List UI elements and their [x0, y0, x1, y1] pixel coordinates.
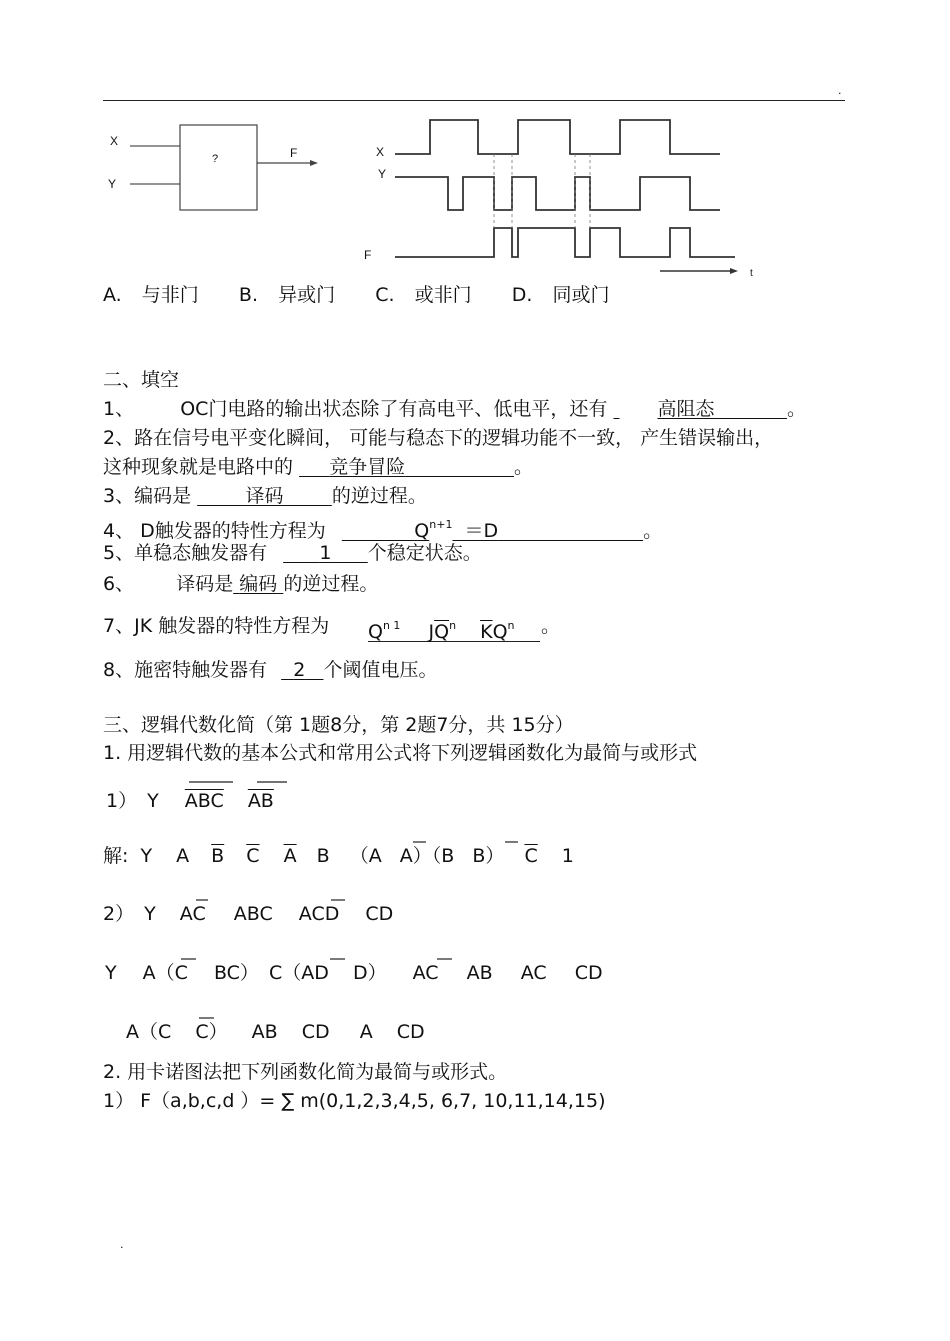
p2s1-term: AB — [466, 962, 493, 984]
section3-q2-function: 1） F（a,b,c,d ）= ∑ m(0,1,2,3,4,5, 6,7, 10,11,14,15) — [103, 1090, 606, 1112]
fill-q1-end: 。 — [786, 398, 806, 420]
fill-q3 — [103, 484, 427, 508]
waveform-f-label: F — [364, 248, 372, 262]
problem2-step2 — [126, 1020, 425, 1044]
p2-term: ABC — [233, 903, 273, 925]
fill-q6 — [103, 572, 378, 596]
fill-q2-text: 这种现象就是电路中的 — [103, 456, 294, 478]
option-a-text: 与非门 — [141, 284, 199, 306]
p2-term: AC — [179, 903, 206, 925]
fill-q8-answer: 2 — [293, 659, 306, 681]
p2-term: ACD — [298, 903, 340, 925]
sol-term: $\overline{A}$ — [283, 845, 297, 867]
fill-q1-answer: 高阻态 — [657, 398, 715, 420]
fill-q4-answer: ＝D — [464, 520, 499, 542]
fill-q2-line1: 2、路在信号电平变化瞬间， 可能与稳态下的逻辑功能不一致， 产生错误输出， — [103, 427, 774, 449]
fill-q8 — [103, 658, 437, 682]
block-input-y-label: Y — [108, 177, 117, 191]
problem2-label: 2） — [103, 903, 135, 925]
p2s1-term: D） — [352, 962, 387, 984]
fill-q7-formula — [368, 614, 540, 642]
problem1-term2: $\overline{AB}$ — [247, 790, 274, 812]
waveform-f — [395, 228, 735, 257]
option-b-letter: B. — [238, 284, 258, 306]
fill-q1 — [103, 397, 806, 421]
waveform-x-label: X — [376, 145, 385, 159]
sol-term: Y — [140, 845, 153, 867]
block-diagram — [100, 118, 340, 218]
option-row — [103, 283, 609, 307]
fill-q5 — [103, 541, 482, 565]
problem1-y: Y — [147, 790, 159, 812]
sol-term: $\overline{C}$ — [246, 845, 260, 867]
fill-q3-answer: 译码 — [245, 485, 284, 507]
section3-q2-text: 2. 用卡诺图法把下列函数化简为最简与或形式。 — [103, 1061, 508, 1083]
problem1-expression — [106, 789, 274, 813]
q7-sup2: n — [449, 619, 457, 632]
fill-q8-end: 个阈值电压。 — [323, 659, 438, 681]
block-output-f-label: F — [290, 146, 298, 160]
p2-term: CD — [365, 903, 394, 925]
fill-q6-answer: 编码 — [239, 573, 278, 595]
fill-q5-answer: 1 — [319, 542, 332, 564]
fill-q7-end: 。 — [541, 615, 561, 637]
solution-label: 解: — [103, 845, 129, 867]
option-b-text: 异或门 — [278, 284, 336, 306]
fill-q4-end: 。 — [643, 520, 663, 542]
q7-q2: Q — [492, 621, 508, 643]
section3-q1-text: 1. 用逻辑代数的基本公式和常用公式将下列逻辑函数化为最简与或形式 — [103, 742, 698, 764]
p2s2-term: AB — [251, 1021, 278, 1043]
fill-q6-num: 6、 — [103, 573, 135, 595]
q7-sup1: n 1 — [382, 619, 401, 632]
sol-term: A）（B — [399, 845, 455, 867]
unknown-gate-box — [180, 125, 257, 210]
sol-term: （A — [349, 845, 382, 867]
p2s1-term: Y — [105, 962, 117, 984]
fill-q4-sup: n+1 — [429, 518, 453, 531]
p2s2-term: A — [359, 1021, 373, 1043]
problem1-term1: $\overline{ABC}$ — [184, 790, 224, 812]
sol-term: $\overline{B}$ — [211, 845, 225, 867]
p2s1-term: AC — [412, 962, 439, 984]
waveform-x — [395, 120, 720, 154]
fill-q4-q: Q — [414, 520, 430, 542]
option-d-text: 同或门 — [552, 284, 610, 306]
fill-q1-text: OC门电路的输出状态除了有高电平、低电平，还有 — [180, 398, 608, 420]
fill-q4-text: 4、 D触发器的特性方程为 — [103, 520, 326, 542]
header-rule — [103, 100, 845, 101]
fill-q2-line2 — [103, 455, 533, 479]
block-question-label: ? — [212, 153, 219, 165]
p2s1-term: C（AD — [268, 962, 329, 984]
option-a-letter: A. — [103, 284, 122, 306]
waveform-diagram — [390, 115, 760, 285]
fill-q2-end: 。 — [514, 456, 534, 478]
solution1 — [103, 844, 574, 868]
waveform-t-label: t — [750, 268, 753, 279]
p2s1-term: A（C — [142, 962, 188, 984]
option-d-letter: D. — [511, 284, 533, 306]
fill-q3-text: 3、编码是 — [103, 485, 192, 507]
sol-term: $\overline{C}$ — [524, 845, 538, 867]
section2-title: 二、填空 — [103, 369, 180, 391]
sol-term: B — [316, 845, 330, 867]
fill-q5-end: 个稳定状态。 — [367, 542, 482, 564]
p2-term: Y — [144, 903, 156, 925]
header-dot: . — [838, 84, 842, 97]
problem1-label: 1） — [106, 790, 138, 812]
q7-j: J — [428, 621, 435, 643]
fill-q3-end: 的逆过程。 — [331, 485, 427, 507]
problem2-expression — [103, 902, 393, 926]
q7-sup3: n — [507, 619, 515, 632]
q7-kbar: $\overline{K}$ — [480, 621, 493, 643]
option-c-letter: C. — [375, 284, 395, 306]
footer-dot: . — [120, 1238, 124, 1251]
sol-term: A — [176, 845, 190, 867]
q7-q: Q — [368, 621, 383, 643]
p2s2-term: CD — [396, 1021, 425, 1043]
problem2-step1 — [105, 961, 603, 985]
block-input-x-label: X — [110, 134, 119, 148]
waveform-y — [395, 177, 720, 210]
fill-q6-end: 的逆过程。 — [283, 573, 379, 595]
p2s2-term: CD — [301, 1021, 330, 1043]
p2s2-term: A（C — [126, 1021, 172, 1043]
fill-q8-text: 8、施密特触发器有 — [103, 659, 268, 681]
section3-title: 三、逻辑代数化简（第 1题8分，第 2题7分，共 15分） — [103, 714, 574, 736]
sol-term: 1 — [561, 845, 574, 867]
fill-q4 — [103, 513, 662, 543]
fill-q1-num: 1、 — [103, 398, 135, 420]
fill-q7-text: 7、JK 触发器的特性方程为 — [103, 615, 330, 637]
p2s1-term: CD — [574, 962, 603, 984]
p2s1-term: BC） — [213, 962, 259, 984]
waveform-y-label: Y — [378, 167, 387, 181]
q7-qbar: $\overline{Q}$ — [434, 621, 450, 643]
fill-q7 — [103, 614, 329, 638]
fill-q5-text: 5、单稳态触发器有 — [103, 542, 268, 564]
fill-q6-text: 译码是 — [176, 573, 234, 595]
p2s1-term: AC — [520, 962, 547, 984]
sol-term: B） — [472, 845, 505, 867]
p2s2-term: C） — [195, 1021, 228, 1043]
option-c-text: 或非门 — [414, 284, 472, 306]
fill-q2-answer: 竞争冒险 — [329, 456, 406, 478]
